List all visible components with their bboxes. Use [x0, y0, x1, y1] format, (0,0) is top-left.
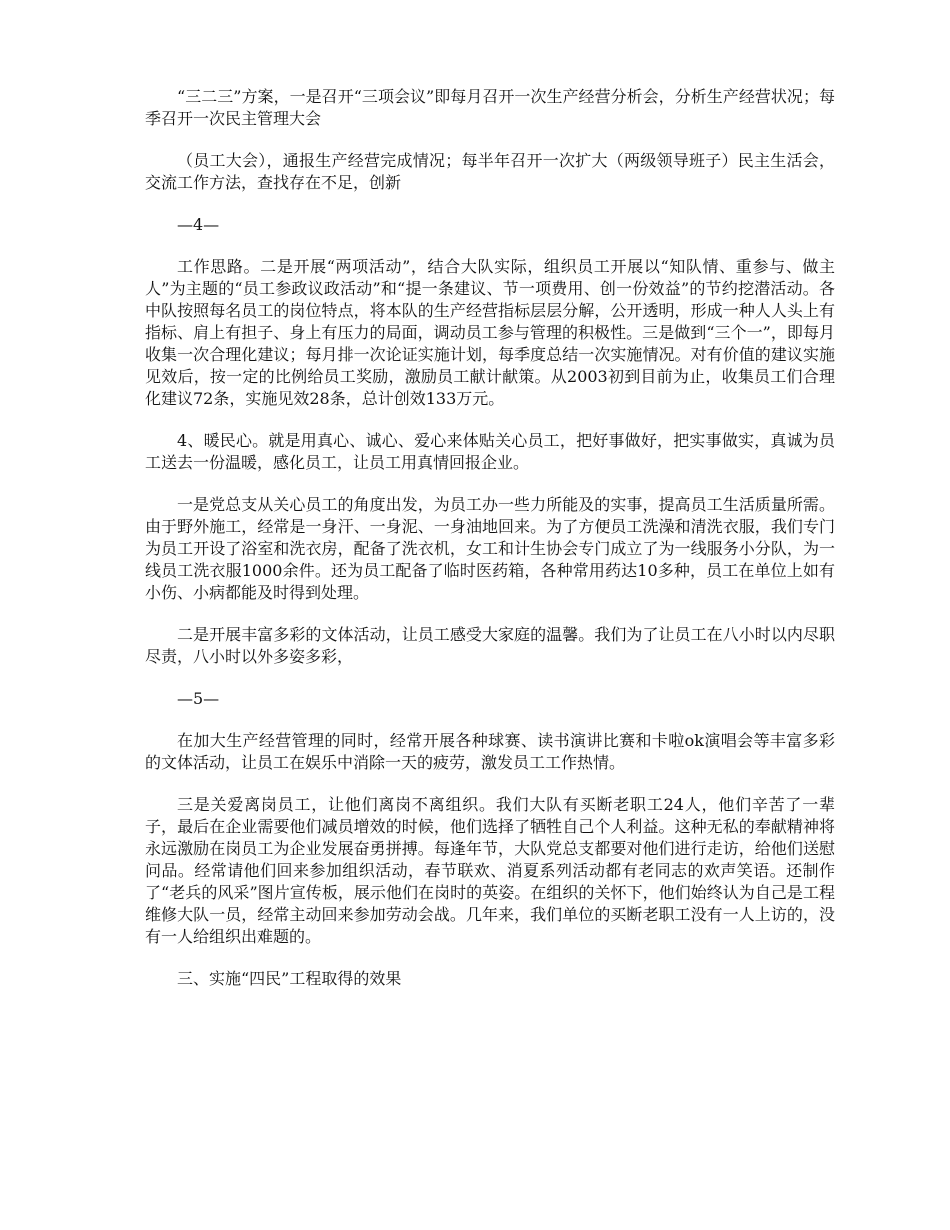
paragraph-warm-hearts: 4、暖民心。就是用真心、诚心、爱心来体贴关心员工，把好事做好，把实事做实，真诚为员工送去一份温暖，感化员工，让员工用真情回报企业。	[145, 431, 835, 472]
paragraph-retired-staff: 三是关爱离岗员工，让他们离岗不离组织。我们大队有买断老职工24人，他们辛苦了一辈子，最后在企业需要他们减员增效的时候，他们选择了牺牲自己个人利益。这种无私的奉献精神将永远激励在岗员工为企业发展奋勇拼搏。每逢年节，大队党总支都要对他们进行走访，给他们送慰问品。经常请他们回来参加组织活动，春节联欢、消夏系列活动都有老同志的欢声笑语。还制作了“老兵的风采”图片宣传板，展示他们在岗时的英姿。在组织的关怀下，他们始终认为自己是工程维修大队一员，经常主动回来参加劳动会战。几年来，我们单位的买断老职工没有一人上访的，没有一人给组织出难题的。	[145, 795, 835, 946]
document-page	[145, 86, 835, 1010]
section-heading-results: 三、实施“四民”工程取得的效果	[177, 969, 402, 988]
paragraph-three-two-three-plan: “三二三”方案，一是召开“三项会议”即每月召开一次生产经营分析会，分析生产经营状况；每季召开一次民主管理大会	[145, 87, 835, 128]
page-number-4: —4—	[177, 215, 220, 234]
paragraph-care-for-staff: 一是党总支从关心员工的角度出发，为员工办一些力所能及的实事，提高员工生活质量所需。由于野外施工，经常是一身汗、一身泥、一身油地回来。为了方便员工洗澡和清洗衣服，我们专门为员工开设了浴室和洗衣房，配备了洗衣机，女工和计生协会专门成立了为一线服务小分队，为一线员工洗衣服1000余件。还为员工配备了临时医药箱，各种常用药达10多种，员工在单位上如有小伤、小病都能及时得到处理。	[145, 495, 835, 602]
paragraph-ball-games: 在加大生产经营管理的同时，经常开展各种球赛、读书演讲比赛和卡啦ok演唱会等丰富多彩的文体活动，让员工在娱乐中消除一天的疲劳，激发员工工作热情。	[145, 731, 835, 772]
paragraph-staff-congress: （员工大会），通报生产经营完成情况；每半年召开一次扩大（两级领导班子）民主生活会，交流工作方法，查找存在不足，创新	[145, 151, 835, 192]
paragraph-work-ideas: 工作思路。二是开展“两项活动”，结合大队实际，组织员工开展以“知队情、重参与、做主人”为主题的“员工参政议政活动”和“提一条建议、节一项费用、创一份效益”的节约挖潜活动。各中队按照每名员工的岗位特点，将本队的生产经营指标层层分解，公开透明，形成一种人人头上有指标、肩上有担子、身上有压力的局面，调动员工参与管理的积极性。三是做到“三个一”，即每月收集一次合理化建议；每月排一次论证实施计划，每季度总结一次实施情况。对有价值的建议实施见效后，按一定的比例给员工奖励，激励员工献计献策。从2003初到目前为止，收集员工们合理化建议72条，实施见效28条，总计创效133万元。	[145, 257, 835, 408]
page-number-5: —5—	[177, 689, 220, 708]
paragraph-cultural-activities: 二是开展丰富多彩的文体活动，让员工感受大家庭的温馨。我们为了让员工在八小时以内尽职尽责，八小时以外多姿多彩，	[145, 625, 835, 666]
